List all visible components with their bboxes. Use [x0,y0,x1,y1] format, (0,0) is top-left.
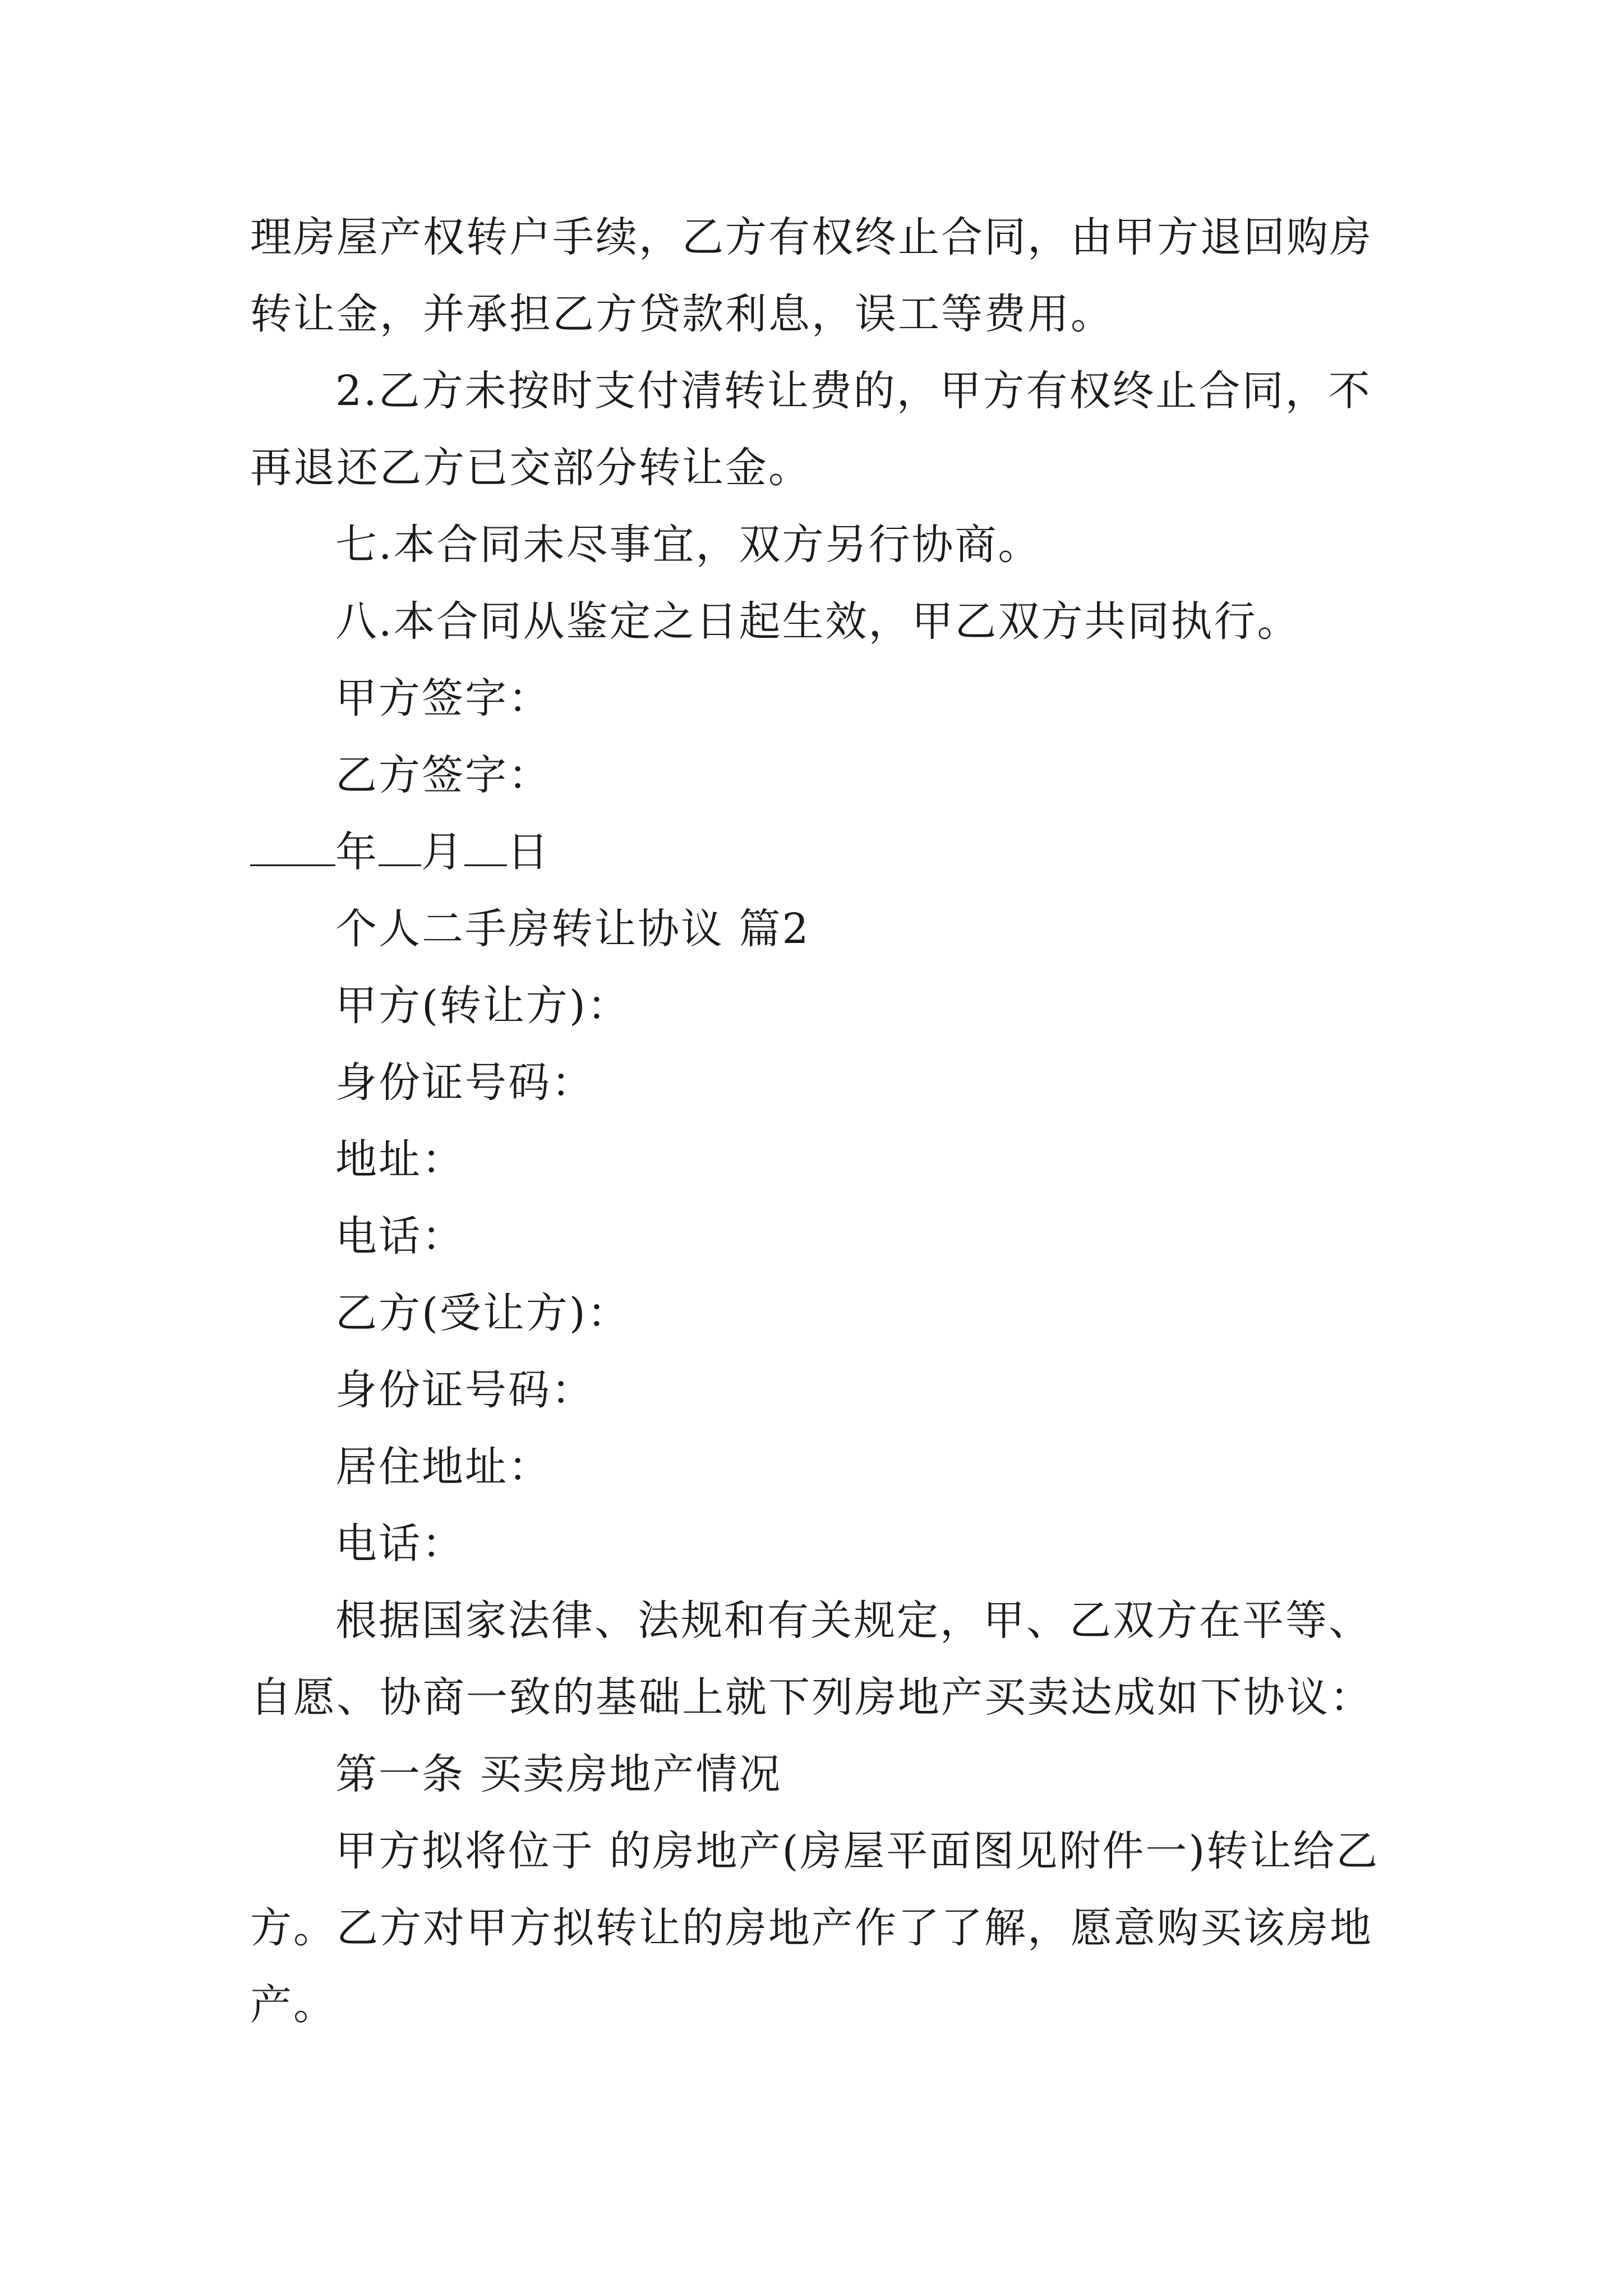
section-2-title: 个人二手房转让协议 篇2 [335,905,810,953]
month-label: 月 [421,828,464,876]
party-a-id-number: 身份证号码： [335,1059,594,1107]
party-a-signature: 甲方签字： [335,674,551,723]
article-1-title: 第一条 买卖房地产情况 [335,1750,782,1798]
year-blank [250,825,335,866]
paragraph-clause-2: 2.乙方未按时支付清转让费的，甲方有权终止合同，不再退还乙方已交部分转让金。 [250,367,1372,492]
article-1-body: 甲方拟将位于 的房地产(房屋平面图见附件一)转让给乙方。乙方对甲方拟转让的房地产作了了解，愿意购买该房地产。 [250,1827,1380,2029]
month-blank [379,825,421,866]
party-b-phone: 电话： [335,1520,465,1568]
day-label: 日 [507,828,550,876]
party-b-signature: 乙方签字： [335,751,551,799]
party-b-address: 居住地址： [335,1443,551,1491]
paragraph-clause-7: 七.本合同未尽事宜，双方另行协商。 [335,521,1041,569]
party-a-address: 地址： [335,1135,465,1184]
party-b-id-number: 身份证号码： [335,1366,594,1414]
party-a-phone: 电话： [335,1212,465,1260]
year-label: 年 [335,828,379,876]
paragraph-continuation: 理房屋产权转户手续，乙方有权终止合同，由甲方退回购房转让金，并承担乙方贷款利息，误工等费用。 [250,213,1373,338]
paragraph-clause-8: 八.本合同从鉴定之日起生效，甲乙双方共同执行。 [335,597,1301,646]
day-blank [464,825,507,866]
preamble-paragraph: 根据国家法律、法规和有关规定，甲、乙双方在平等、自愿、协商一致的基础上就下列房地产买卖达成如下协议： [250,1596,1373,1722]
party-b-label: 乙方(受让方)： [335,1289,630,1337]
document-body [250,199,1389,2044]
party-a-label: 甲方(转让方)： [335,982,630,1030]
signature-date [250,814,1389,891]
